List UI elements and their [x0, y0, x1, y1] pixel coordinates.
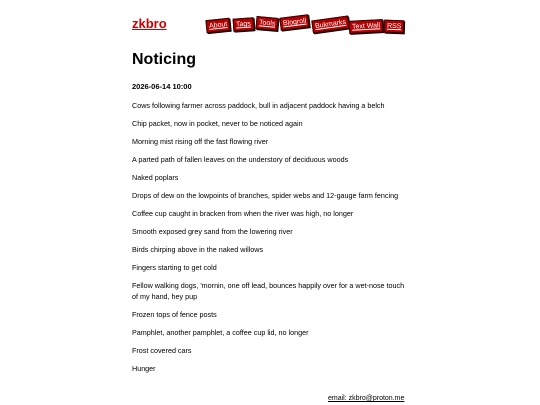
- nav-tools-button[interactable]: Tools: [255, 16, 278, 31]
- entries-list: [132, 100, 412, 381]
- page-title: Noticing: [132, 51, 196, 68]
- list-item: Smooth exposed grey sand from the lowering river: [132, 227, 293, 236]
- list-item: Fingers starting to get cold: [132, 263, 217, 272]
- nav-about-button[interactable]: About: [205, 18, 231, 33]
- list-item: Fellow walking dogs, 'mornin, one off lead, bounces happily over for a wet-nose touch of my hand, hey pup: [132, 281, 405, 301]
- footer-email-link[interactable]: email: zkbro@proton.me: [328, 395, 405, 402]
- list-item: Cows following farmer across paddock, bull in adjacent paddock having a belch: [132, 101, 385, 110]
- list-item: Frozen tops of fence posts: [132, 310, 217, 319]
- nav-tags-button[interactable]: Tags: [233, 17, 255, 31]
- post-date: 2026-06-14 10:00: [132, 82, 192, 91]
- list-item: Chip packet, now in pocket, never to be noticed again: [132, 119, 303, 128]
- nav-rss-button[interactable]: RSS: [384, 20, 405, 34]
- list-item: Naked poplars: [132, 173, 179, 182]
- main-nav: [206, 16, 406, 36]
- list-item: Drops of dew on the lowpoints of branches, spider webs and 12-gauge farm fencing: [132, 191, 399, 200]
- list-item: Morning mist rising off the fast flowing river: [132, 137, 269, 146]
- list-item: Coffee cup caught in bracken from when the river was high, no longer: [132, 209, 354, 218]
- list-item: Hunger: [132, 364, 156, 373]
- site-title-link[interactable]: zkbro: [132, 16, 167, 31]
- nav-blogroll-button[interactable]: Blogroll: [279, 14, 310, 30]
- nav-text-wall-button[interactable]: Text Wall: [349, 19, 384, 34]
- list-item: Pamphlet, another pamphlet, a coffee cup lid, no longer: [132, 328, 309, 337]
- list-item: Birds chirping above in the naked willows: [132, 245, 264, 254]
- list-item: A parted path of fallen leaves on the understory of deciduous woods: [132, 155, 349, 164]
- list-item: Frost covered cars: [132, 346, 192, 355]
- nav-bukmarks-button[interactable]: Bukmarks: [311, 15, 350, 33]
